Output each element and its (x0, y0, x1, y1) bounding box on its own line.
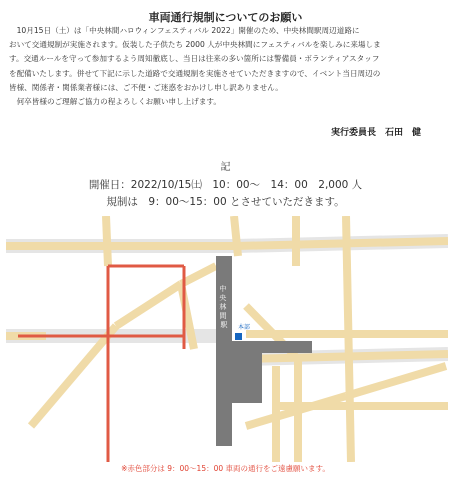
footnote: ※赤色部分は 9：00～15：00 車両の通行をご遠慮願います。 (121, 464, 330, 473)
traffic-map (6, 216, 448, 462)
paragraph-line: おいて交通規制が実施されます。仮装した子供たち 2000 人が中央林間にフェスティバルを楽しみに来場しま (9, 40, 381, 50)
paragraph-line: 10月15日（土）は「中央林間ハロウィンフェスティバル 2022」開催のため、中央林間駅周辺道路に (16, 26, 360, 35)
event-datetime: 開催日：2022/10/15㈯ 10：00～ 14：00 2,000 人 (88, 179, 363, 191)
paragraph-line: 何卒皆様のご理解ご協力の程よろしくお願い申し上げます。 (16, 97, 222, 107)
paragraph-line: を配備いたします。併せて下記に示した道路で交通規制を実施させていただきますので、イベント当日周辺の (9, 68, 381, 78)
hq-label: 本部 (238, 324, 251, 331)
notice-body (9, 24, 443, 109)
ki-heading: 記 (220, 162, 231, 173)
hq-marker (235, 333, 242, 340)
regulation-time: 規制は 9：00～15：00 とさせていただきます。 (106, 196, 345, 208)
station-building (232, 341, 312, 353)
station-label: 中 央 林 間 駅 (219, 285, 228, 329)
signature: 実行委員長 石田 健 (330, 128, 421, 138)
notice-title: 車両通行規制についてのお願い (148, 11, 303, 24)
paragraph-line: 皆様、関係者・関係業者様には、ご不便・ご迷惑をおかけし申し訳ありません。 (9, 82, 283, 92)
station-building-lower (232, 353, 262, 403)
paragraph-line: す。交通ルールを守って参加するよう周知徹底し、当日は往来の多い箇所には警備員・ボランティアスタッフ (9, 54, 380, 64)
